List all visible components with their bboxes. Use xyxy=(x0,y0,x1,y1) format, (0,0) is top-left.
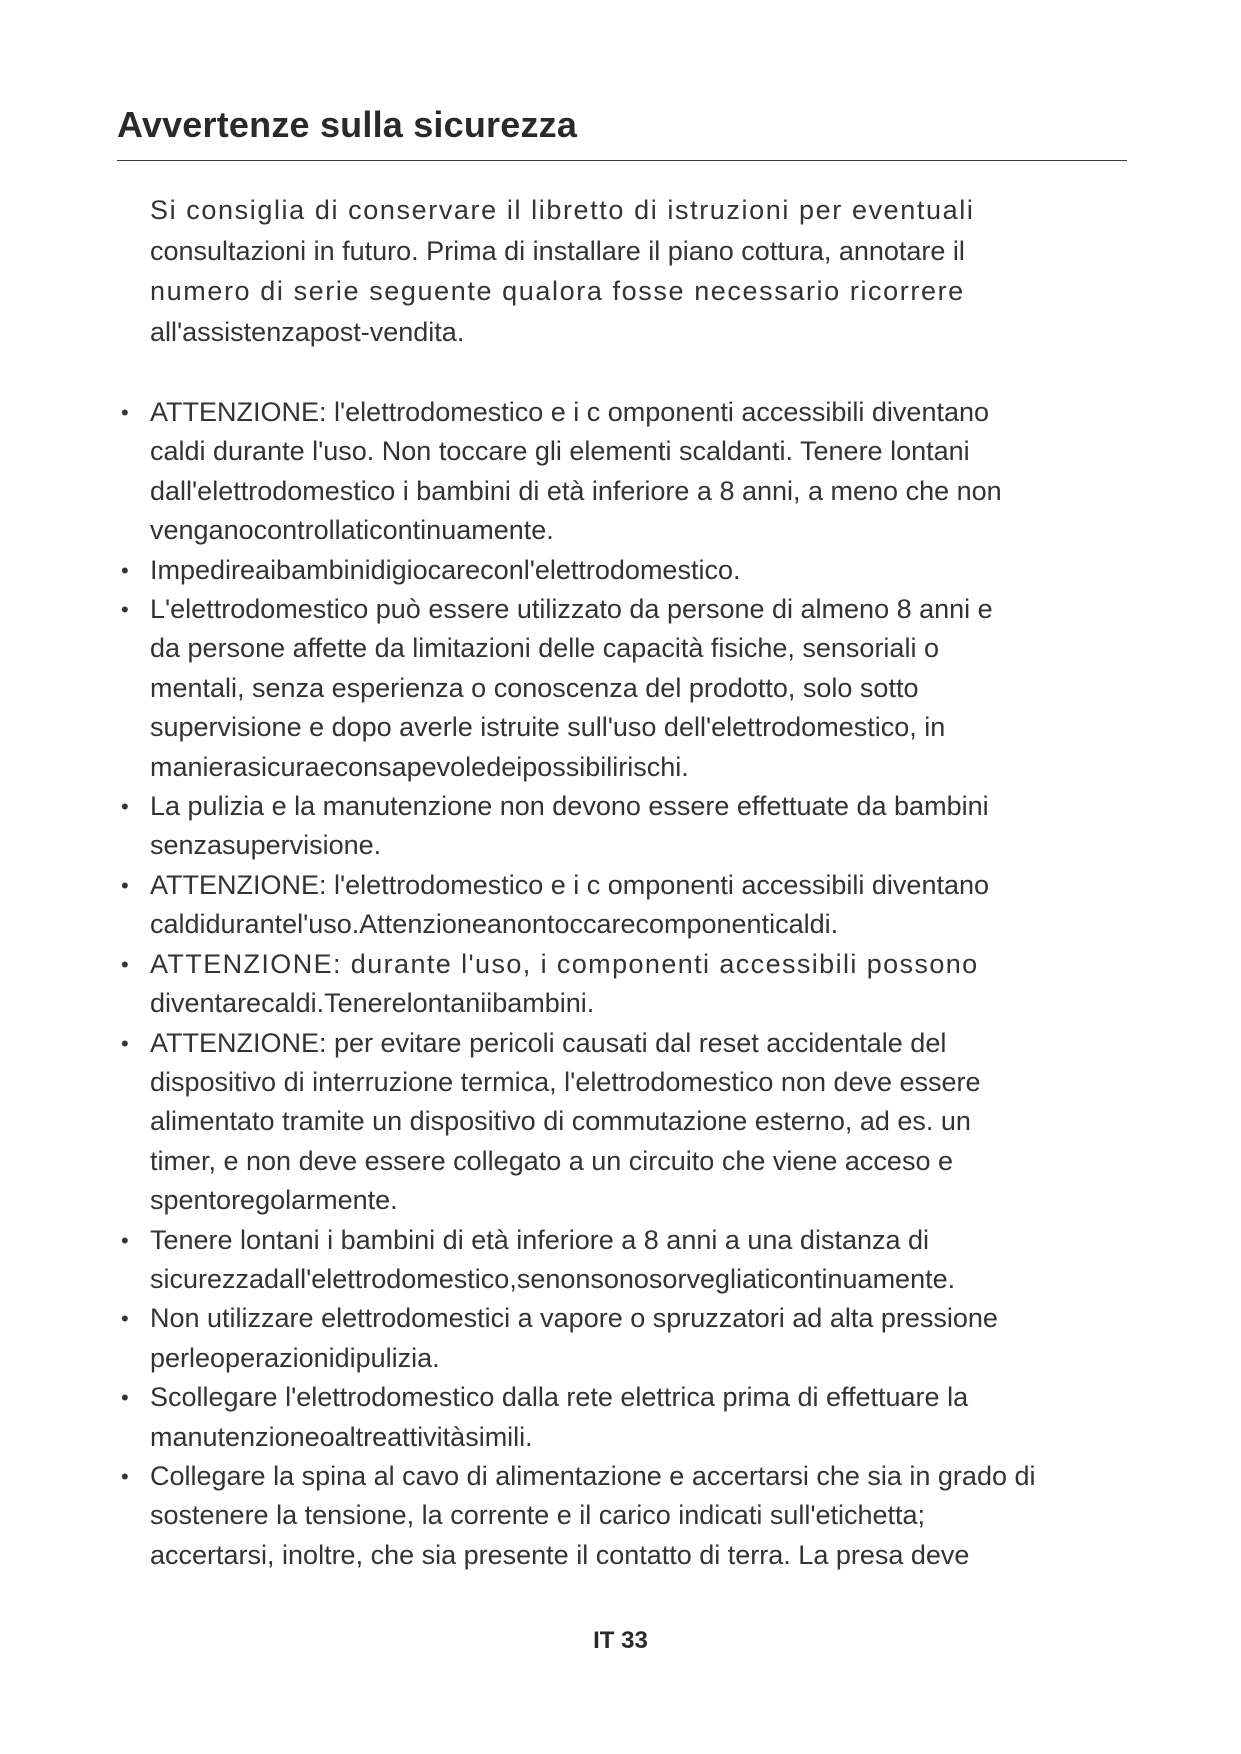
bullet-icon: • xyxy=(121,1306,129,1332)
warning-line: Impedireaibambinidigiocareconl'elettrodomestico. xyxy=(150,554,741,585)
bullet-icon: • xyxy=(121,1030,129,1056)
warning-line: mentali, senza esperienza o conoscenza del prodotto, solo sotto xyxy=(150,672,919,703)
warning-line: supervisione e dopo averle istruite sull'uso dell'elettrodomestico, in xyxy=(150,712,946,743)
warning-line: caldi durante l'uso. Non toccare gli elementi scaldanti. Tenere lontani xyxy=(150,436,970,467)
warning-line: sicurezzadall'elettrodomestico,senonsonosorvegliaticontinuamente. xyxy=(150,1263,956,1294)
intro-line: numero di serie seguente qualora fosse necessario ricorrere xyxy=(150,276,965,306)
warning-item xyxy=(121,945,1140,1024)
warning-line: L'elettrodomestico può essere utilizzato da persone di almeno 8 anni e xyxy=(150,594,993,625)
bullet-icon: • xyxy=(121,557,129,583)
warning-item xyxy=(121,1457,1140,1575)
bullet-icon: • xyxy=(121,597,129,623)
warning-line: alimentato tramite un dispositivo di commutazione esterno, ad es. un xyxy=(150,1106,971,1137)
intro-line: all'assistenzapost-vendita. xyxy=(150,316,465,347)
bullet-icon: • xyxy=(121,1385,129,1411)
warning-line: Tenere lontani i bambini di età inferiore a 8 anni a una distanza di xyxy=(150,1224,930,1255)
intro-paragraph xyxy=(150,190,1130,352)
warning-line: dispositivo di interruzione termica, l'elettrodomestico non deve essere xyxy=(150,1066,981,1097)
bullet-icon: • xyxy=(121,400,129,425)
warning-line: timer, e non deve essere collegato a un circuito che viene acceso e xyxy=(150,1145,953,1176)
warning-line: dall'elettrodomestico i bambini di età inferiore a 8 anni, a meno che non xyxy=(150,475,1002,506)
warning-line: Collegare la spina al cavo di alimentazione e accertarsi che sia in grado di xyxy=(150,1460,1036,1491)
bullet-icon: • xyxy=(121,951,129,977)
warning-line: caldidurantel'uso.Attenzioneanontoccarecomponenticaldi. xyxy=(150,909,839,940)
intro-line: consultazioni in futuro. Prima di installare il piano cottura, annotare il xyxy=(150,235,965,266)
bullet-icon: • xyxy=(121,1227,129,1253)
warning-line: da persone affette da limitazioni delle capacità fisiche, sensoriali o xyxy=(150,633,939,664)
warning-line: spentoregolarmente. xyxy=(150,1185,398,1216)
bullet-icon: • xyxy=(121,1463,129,1489)
warning-line: ATTENZIONE: durante l'uso, i componenti accessibili possono xyxy=(150,948,979,979)
warning-line: perleoperazionidipulizia. xyxy=(150,1342,440,1373)
warning-line: sostenere la tensione, la corrente e il carico indicati sull'etichetta; xyxy=(150,1500,926,1531)
warning-line: accertarsi, inoltre, che sia presente il contatto di terra. La presa deve xyxy=(150,1539,970,1570)
page-number: IT 33 xyxy=(593,1627,648,1654)
warning-item xyxy=(121,1024,1140,1221)
warning-line: diventarecaldi.Tenerelontaniibambini. xyxy=(150,988,595,1019)
warning-item xyxy=(121,866,1140,945)
title-divider xyxy=(117,160,1127,161)
page-title: Avvertenze sulla sicurezza xyxy=(117,104,578,145)
warning-line: Non utilizzare elettrodomestici a vapore o spruzzatori ad alta pressione xyxy=(150,1303,998,1334)
warning-line: senzasupervisione. xyxy=(150,830,382,861)
warning-line: ATTENZIONE: l'elettrodomestico e i c omponenti accessibili diventano xyxy=(150,397,990,427)
warning-line: manutenzioneoaltreattivitàsimili. xyxy=(150,1421,533,1452)
intro-line: Si consiglia di conservare il libretto di istruzioni per eventuali xyxy=(150,195,975,225)
warning-line: La pulizia e la manutenzione non devono essere effettuate da bambini xyxy=(150,791,989,822)
bullet-icon: • xyxy=(121,872,129,898)
warning-line: ATTENZIONE: l'elettrodomestico e i c omponenti accessibili diventano xyxy=(150,869,990,900)
bullet-icon: • xyxy=(121,794,129,820)
warning-item xyxy=(121,1221,1140,1300)
warning-line: manierasicuraeconsapevoledeipossibilirischi. xyxy=(150,751,689,782)
warning-line: ATTENZIONE: per evitare pericoli causati dal reset accidentale del xyxy=(150,1027,947,1058)
warning-line: Scollegare l'elettrodomestico dalla rete elettrica prima di effettuare la xyxy=(150,1382,969,1413)
warning-item xyxy=(121,393,1140,551)
warning-line: venganocontrollaticontinuamente. xyxy=(150,515,554,546)
warning-item xyxy=(121,787,1140,866)
warning-item xyxy=(121,1299,1140,1378)
warning-item xyxy=(121,1378,1140,1457)
warning-item xyxy=(121,590,1140,787)
safety-warning-list xyxy=(121,393,1140,1575)
warning-item xyxy=(121,551,1140,590)
